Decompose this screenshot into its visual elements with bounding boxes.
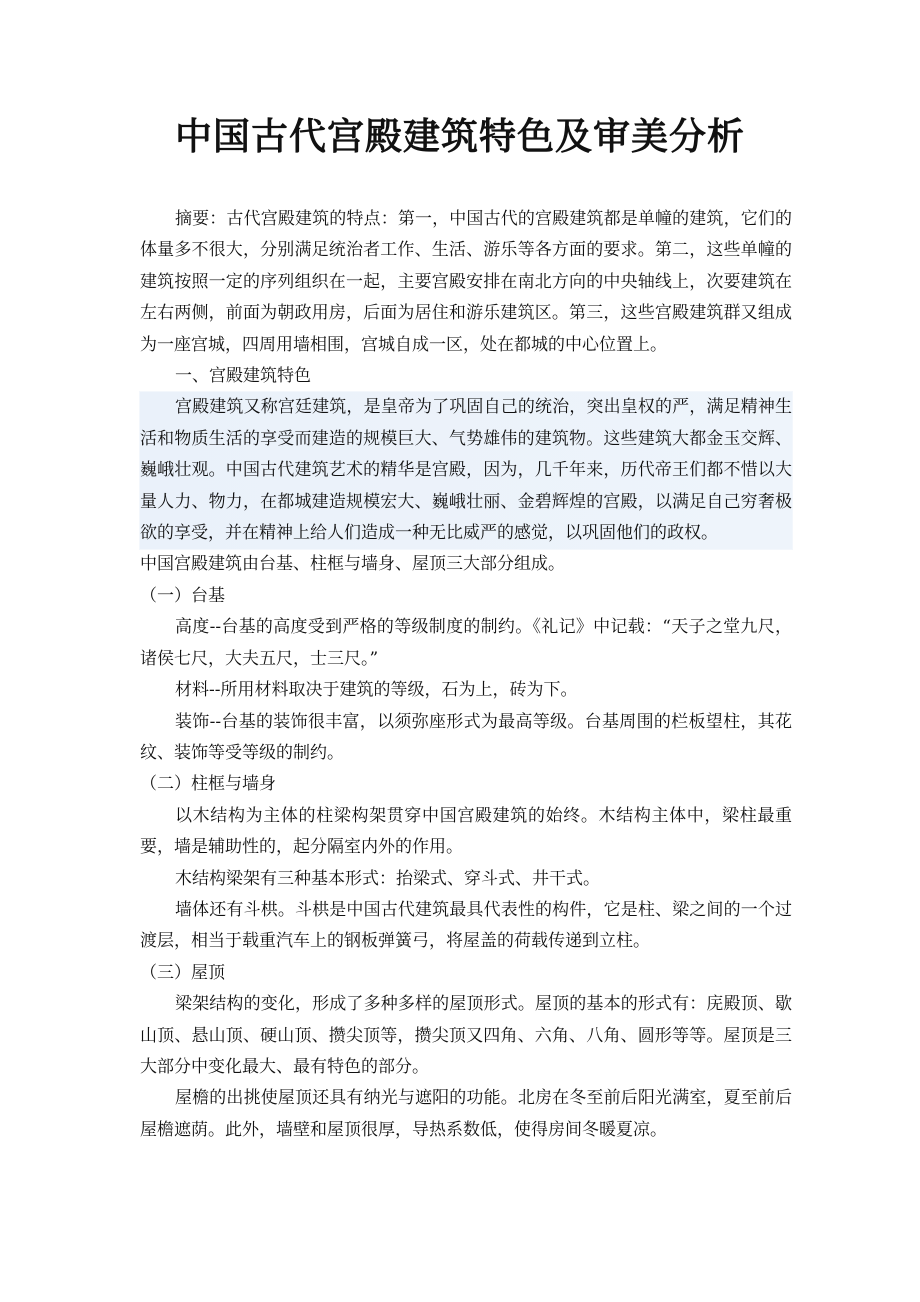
- subheading-roof: （三）屋顶: [140, 962, 225, 983]
- platform-height-paragraph: 高度--台基的高度受到严格的等级制度的制约。《礼记》中记载：“天子之堂九尺，诸侯七尺，大夫五尺，士三尺。”: [140, 617, 792, 669]
- dougong-paragraph: 墙体还有斗栱。斗栱是中国古代建筑最具代表性的构件，它是柱、梁之间的一个过渡层，相当于载重汽车上的钢板弹簧弓，将屋盖的荷载传递到立柱。: [140, 899, 792, 952]
- document-title: 中国古代宫殿建筑特色及审美分析: [175, 115, 745, 158]
- wood-structure-paragraph: 以木结构为主体的柱梁构架贯穿中国宫殿建筑的始终。木结构主体中，梁柱最重要，墙是辅助性的，起分隔室内外的作用。: [140, 805, 792, 858]
- section-heading-palace-features: 一、宫殿建筑特色: [175, 366, 311, 387]
- composition-paragraph: 中国宫殿建筑由台基、柱框与墙身、屋顶三大部分组成。: [140, 554, 565, 575]
- document-body: [140, 204, 792, 1146]
- highlighted-paragraph: 宫殿建筑又称宫廷建筑，是皇帝为了巩固自己的统治，突出皇权的严，满足精神生活和物质生活的享受而建造的规模巨大、气势雄伟的建筑物。这些建筑大都金玉交辉、巍峨壮观。中国古代建筑艺术的精华是宫殿，因为，几千年来，历代帝王们都不惜以大量人力、物力，在都城建造规模宏大、巍峨壮丽、金碧辉煌的宫殿，以满足自己穷奢极欲的享受，并在精神上给人们造成一种无比威严的感觉，以巩固他们的政权。: [140, 392, 792, 549]
- beam-forms-paragraph: 木结构梁架有三种基本形式：抬梁式、穿斗式、井干式。: [175, 868, 600, 889]
- platform-material-paragraph: 材料--所用材料取决于建筑的等级，石为上，砖为下。: [175, 680, 578, 701]
- subheading-frame-wall: （二）柱框与墙身: [140, 774, 276, 795]
- roof-forms-paragraph: 梁架结构的变化，形成了多种多样的屋顶形式。屋顶的基本的形式有：庑殿顶、歇山顶、悬山顶、硬山顶、攒尖顶等，攒尖顶又四角、六角、八角、圆形等等。屋顶是三大部分中变化最大、最有特色的部分。: [140, 994, 792, 1077]
- abstract-paragraph: 摘要：古代宫殿建筑的特点：第一，中国古代的宫殿建筑都是单幢的建筑，它们的体量多不很大，分别满足统治者工作、生活、游乐等各方面的要求。第二，这些单幢的建筑按照一定的序列组织在一起，主要宫殿安排在南北方向的中央轴线上，次要建筑在左右两侧，前面为朝政用房，后面为居住和游乐建筑区。第三，这些宫殿建筑群又组成为一座宫城，四周用墙相围，宫城自成一区，处在都城的中心位置上。: [140, 209, 792, 355]
- eaves-paragraph: 屋檐的出挑使屋顶还具有纳光与遮阳的功能。北房在冬至前后阳光满室，夏至前后屋檐遮荫。此外，墙壁和屋顶很厚，导热系数低，使得房间冬暖夏凉。: [140, 1088, 792, 1140]
- subheading-platform: （一）台基: [140, 585, 225, 606]
- platform-decoration-paragraph: 装饰--台基的装饰很丰富，以须弥座形式为最高等级。台基周围的栏板望柱，其花纹、装饰等受等级的制约。: [140, 711, 792, 763]
